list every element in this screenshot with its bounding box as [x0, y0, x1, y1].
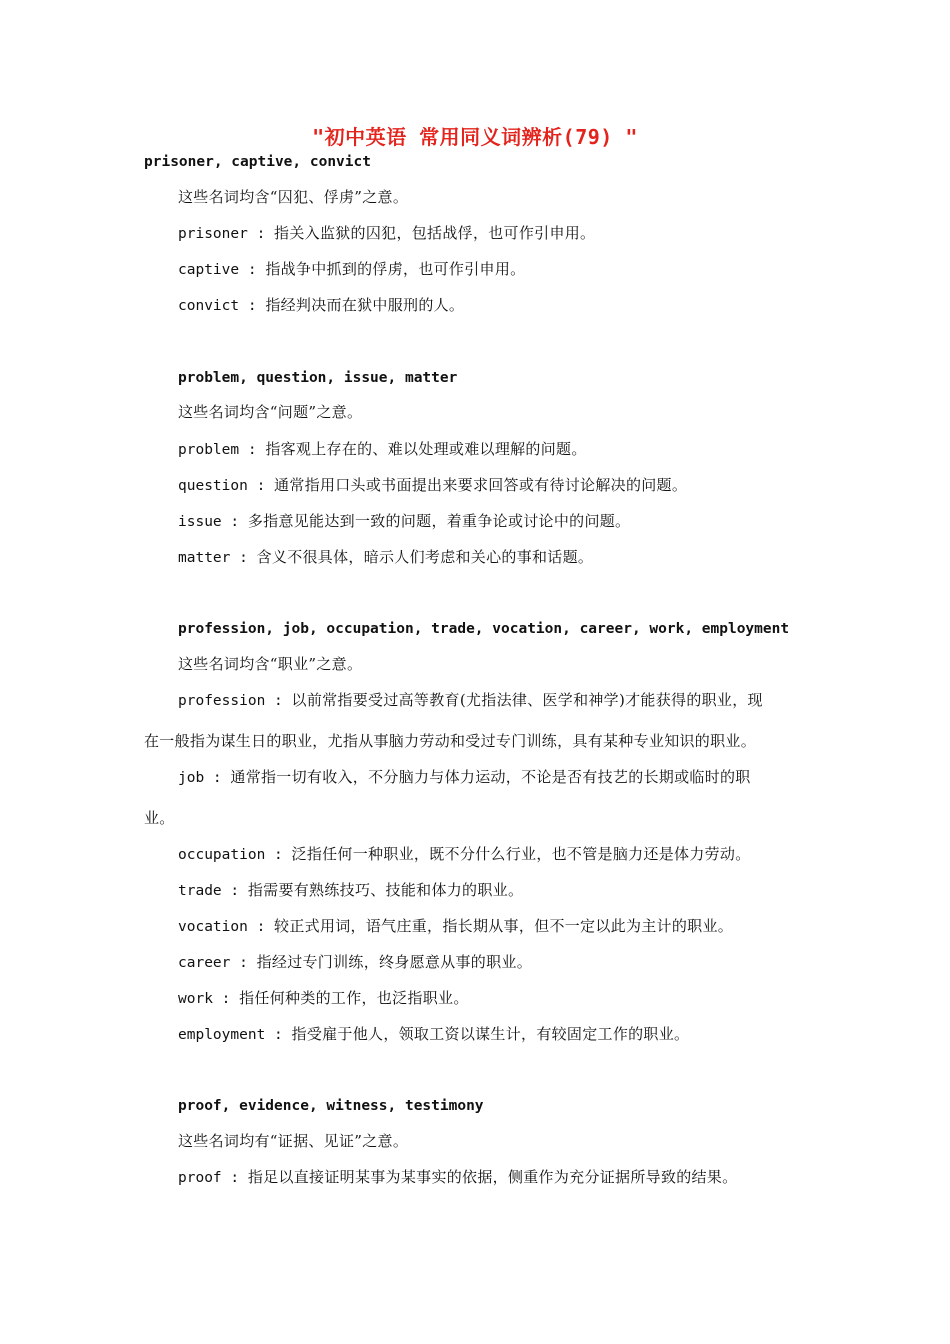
entry: [178, 510, 630, 533]
entry-separator: :: [239, 442, 266, 458]
entry: [178, 1023, 689, 1046]
group-heading: proof, evidence, witness, testimony: [178, 1098, 484, 1114]
entry-term: captive: [178, 262, 240, 278]
group-intro: 这些名词均含“囚犯、俘虏”之意。: [178, 188, 409, 206]
entry-definition-continued: 业。: [144, 809, 175, 827]
group-heading: prisoner, captive, convict: [144, 154, 371, 170]
entry-separator: :: [239, 262, 266, 278]
entry-definition: 泛指任何一种职业，既不分什么行业，也不管是脑力还是体力劳动。: [291, 845, 751, 863]
entry-separator: :: [239, 298, 266, 314]
entry-definition-continued: 在一般指为谋生日的职业，尤指从事脑力劳动和受过专门训练，具有某种专业知识的职业。: [144, 732, 757, 750]
entry-term: work: [178, 991, 213, 1007]
entry-term: vocation: [178, 919, 248, 935]
entry: [178, 546, 593, 569]
entry-term: career: [178, 955, 231, 971]
entry: [178, 474, 687, 497]
entry-definition: 指受雇于他人，领取工资以谋生计，有较固定工作的职业。: [291, 1025, 690, 1043]
entry-term: occupation: [178, 847, 266, 863]
entry-separator: :: [265, 847, 292, 863]
entry-definition: 多指意见能达到一致的问题，着重争论或讨论中的问题。: [247, 512, 631, 530]
entry-separator: :: [247, 226, 275, 242]
entry-separator: :: [230, 955, 257, 971]
entry-definition: 指经判决而在狱中服刑的人。: [265, 296, 465, 314]
group-intro: 这些名词均含“问题”之意。: [178, 403, 363, 421]
entry-definition: 含义不很具体，暗示人们考虑和关心的事和话题。: [256, 548, 594, 566]
entry-definition: 指关入监狱的囚犯，包括战俘，也可作引申用。: [274, 224, 596, 242]
entry-definition: 通常指一切有收入，不分脑力与体力运动，不论是否有技艺的长期或临时的职: [230, 768, 751, 786]
entry: [178, 843, 751, 866]
entry: [178, 1166, 737, 1189]
entry-term: job: [178, 770, 205, 786]
entry-definition: 较正式用词，语气庄重，指长期从事，但不一定以此为主计的职业。: [274, 917, 734, 935]
document-title: "初中英语 常用同义词辨析(79) ": [312, 125, 638, 149]
entry-term: problem: [178, 442, 240, 458]
entry-definition: 指客观上存在的、难以处理或难以理解的问题。: [265, 440, 587, 458]
entry-definition: 通常指用口头或书面提出来要求回答或有待讨论解决的问题。: [274, 476, 688, 494]
entry-separator: :: [221, 514, 248, 530]
entry-separator: :: [265, 693, 292, 709]
entry-term: proof: [178, 1170, 222, 1186]
entry-term: prisoner: [178, 226, 248, 242]
entry-definition: 以前常指要受过高等教育(尤指法律、医学和神学)才能获得的职业，现: [291, 691, 763, 709]
entry-definition: 指经过专门训练，终身愿意从事的职业。: [256, 953, 532, 971]
entry: [178, 258, 525, 281]
entry-separator: :: [230, 550, 257, 566]
entry-separator: :: [212, 991, 240, 1007]
entry-term: employment: [178, 1027, 266, 1043]
group-heading: profession, job, occupation, trade, vocation, career, work, employment: [178, 621, 790, 637]
entry-definition: 指需要有熟练技巧、技能和体力的职业。: [247, 881, 524, 899]
entry: [178, 222, 595, 245]
entry-separator: :: [247, 919, 275, 935]
entry-term: matter: [178, 550, 231, 566]
entry-separator: :: [221, 883, 248, 899]
group-intro: 这些名词均含“职业”之意。: [178, 655, 363, 673]
entry: [178, 951, 532, 974]
entry-definition: 指足以直接证明某事为某事实的依据，侧重作为充分证据所导致的结果。: [247, 1168, 738, 1186]
entry: [178, 879, 523, 902]
entry-definition: 指任何种类的工作，也泛指职业。: [239, 989, 469, 1007]
entry: [178, 987, 469, 1010]
entry-definition: 指战争中抓到的俘虏，也可作引申用。: [265, 260, 526, 278]
entry: [178, 689, 763, 712]
entry-term: convict: [178, 298, 240, 314]
entry: [178, 766, 751, 789]
group-intro: 这些名词均有“证据、见证”之意。: [178, 1132, 409, 1150]
entry-term: profession: [178, 693, 266, 709]
entry-separator: :: [204, 770, 231, 786]
entry-separator: :: [221, 1170, 248, 1186]
entry: [178, 294, 464, 317]
entry-term: trade: [178, 883, 222, 899]
entry-separator: :: [265, 1027, 292, 1043]
entry-term: issue: [178, 514, 222, 530]
entry-term: question: [178, 478, 248, 494]
group-heading: problem, question, issue, matter: [178, 370, 458, 386]
entry: [178, 438, 587, 461]
entry-separator: :: [247, 478, 275, 494]
entry: [178, 915, 733, 938]
